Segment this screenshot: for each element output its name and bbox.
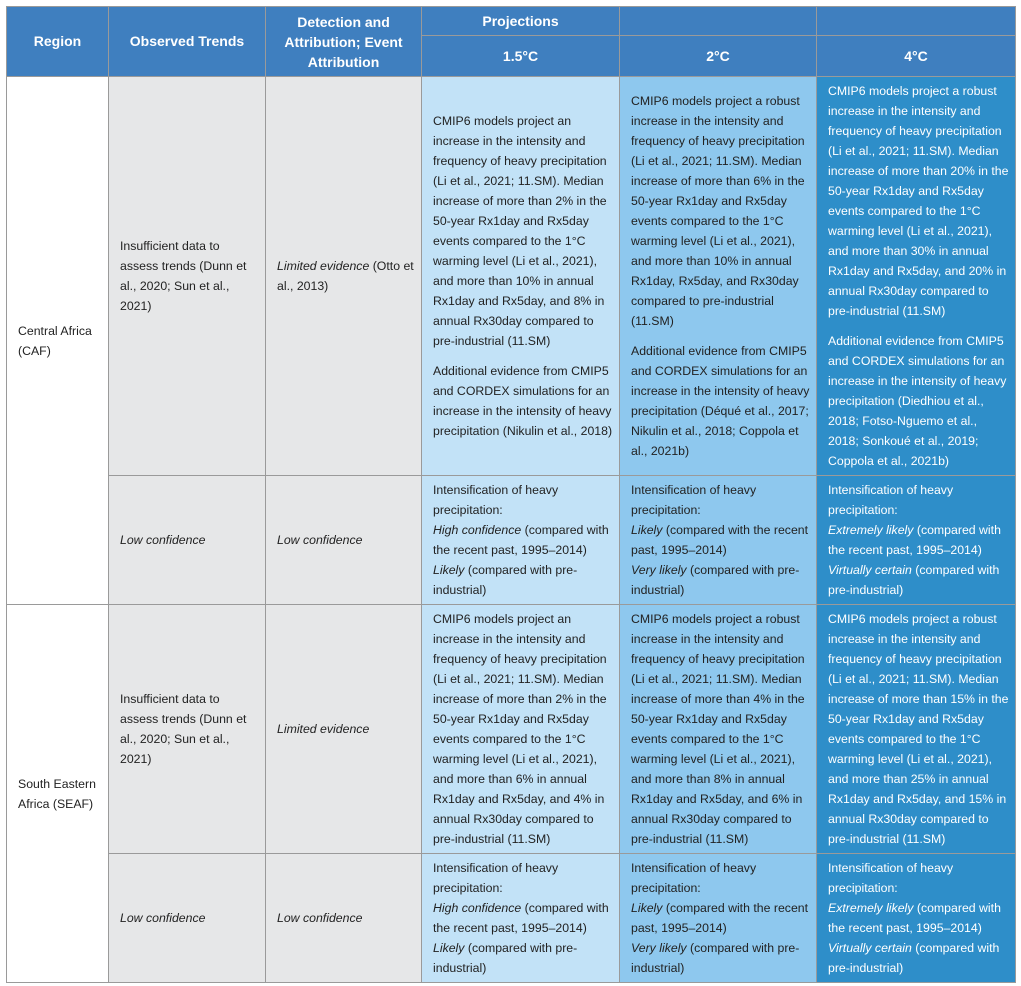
- confidence-term: Likely: [433, 941, 465, 955]
- projection-2c-cell: [620, 854, 817, 983]
- projection-1-5c-cell: [422, 476, 620, 605]
- header-1-5c: 1.5°C: [422, 36, 620, 77]
- header-observed-trends: Observed Trends: [109, 7, 266, 77]
- table-row: [7, 854, 1016, 983]
- header-4c: 4°C: [817, 36, 1016, 77]
- confidence-context: (compared with the recent past, 1995–2014): [828, 901, 1001, 935]
- intensification-text: Intensification of heavy precipitation:: [631, 861, 757, 895]
- intensification-text: Intensification of heavy precipitation:: [828, 861, 954, 895]
- confidence-term: Likely: [631, 901, 663, 915]
- projection-1-5c-cell: [422, 77, 620, 476]
- confidence-context: (compared with the recent past, 1995–2014): [631, 523, 809, 557]
- confidence-context: (compared with pre-industrial): [828, 941, 1000, 975]
- projections-table: [6, 6, 1016, 983]
- detection-evidence: Limited evidence: [277, 259, 370, 273]
- detection-cell: [266, 77, 422, 476]
- confidence-term: High confidence: [433, 901, 522, 915]
- confidence-context: (compared with pre-industrial): [828, 563, 1000, 597]
- confidence-term: Extremely likely: [828, 523, 914, 537]
- projection-2c-cell: [620, 605, 817, 854]
- confidence-context: (compared with the recent past, 1995–2014): [433, 901, 609, 935]
- confidence-context: (compared with the recent past, 1995–2014): [631, 901, 809, 935]
- confidence-context: (compared with the recent past, 1995–2014): [433, 523, 609, 557]
- projection-text: CMIP6 models project an increase in the intensity and frequency of heavy precipitation (Li et al., 2021; 11.SM). Median increase of more than 2% in the 50-year Rx1day and Rx5day events compared to the 1°C warming level (Li et al., 2021), and more than 10% in annual Rx1day and Rx5day, and 8% in annual Rx30day compared to pre-industrial (11.SM): [433, 114, 607, 348]
- observed-trends-cell: Low confidence: [109, 476, 266, 605]
- table-container: [6, 6, 1015, 983]
- header-2c: 2°C: [620, 36, 817, 77]
- confidence-term: Virtually certain: [828, 941, 912, 955]
- confidence-context: (compared with pre-industrial): [631, 563, 800, 597]
- projection-text: CMIP6 models project an increase in the intensity and frequency of heavy precipitation (Li et al., 2021; 11.SM). Median increase of more than 2% in the 50-year Rx1day and Rx5day events compared to the 1°C warming level (Li et al., 2021), and more than 6% in annual Rx1day and Rx5day, and 4% in annual Rx30day compared to pre-industrial (11.SM): [433, 612, 607, 846]
- header-blank-2: [817, 7, 1016, 36]
- region-caf: [7, 77, 109, 605]
- observed-trends-cell: [109, 77, 266, 476]
- projection-4c-cell: [817, 476, 1016, 605]
- projection-1-5c-cell: [422, 605, 620, 854]
- detection-reference: (Otto et al., 2013): [277, 259, 414, 293]
- detection-cell: Low confidence: [266, 476, 422, 605]
- intensification-text: Intensification of heavy precipitation:: [433, 483, 559, 517]
- intensification-text: Intensification of heavy precipitation:: [828, 483, 954, 517]
- observed-text: Insufficient data to assess trends (Dunn et al., 2020; Sun et al., 2021): [120, 692, 247, 766]
- projection-additional-text: Additional evidence from CMIP5 and CORDEX simulations for an increase in the intensity of heavy precipitation (Nikulin et al., 2018): [433, 364, 613, 438]
- confidence-term: High confidence: [433, 523, 522, 537]
- detection-cell: Limited evidence: [266, 605, 422, 854]
- confidence-term: Likely: [631, 523, 663, 537]
- confidence-context: (compared with pre-industrial): [433, 563, 578, 597]
- region-seaf: [7, 605, 109, 983]
- header-region: Region: [7, 7, 109, 77]
- projection-text: CMIP6 models project a robust increase in the intensity and frequency of heavy precipitation (Li et al., 2021; 11.SM). Median increase of more than 4% in the 50-year Rx1day and Rx5day events compared to the 1°C warming level (Li et al., 2021), and more than 8% in annual Rx1day and Rx5day, and 6% in annual Rx30day compared to pre-industrial (11.SM): [631, 612, 805, 846]
- confidence-term: Very likely: [631, 563, 687, 577]
- header-projections: Projections: [422, 7, 620, 36]
- projection-2c-cell: [620, 476, 817, 605]
- confidence-context: (compared with pre-industrial): [631, 941, 800, 975]
- projection-4c-cell: [817, 77, 1016, 476]
- confidence-term: Very likely: [631, 941, 687, 955]
- projection-text: CMIP6 models project a robust increase in the intensity and frequency of heavy precipitation (Li et al., 2021; 11.SM). Median increase of more than 6% in the 50-year Rx1day and Rx5day events compared to the 1°C warming level (Li et al., 2021), and more than 10% in annual Rx1day, Rx5day, and Rx30day compared to pre-industrial (11.SM): [631, 94, 805, 328]
- observed-trends-cell: [109, 605, 266, 854]
- header-detection-attribution: Detection and Attribution; Event Attribution: [266, 7, 422, 77]
- intensification-text: Intensification of heavy precipitation:: [433, 861, 559, 895]
- detection-cell: Low confidence: [266, 854, 422, 983]
- header-blank-1: [620, 7, 817, 36]
- table-row: [7, 77, 1016, 476]
- confidence-term: Virtually certain: [828, 563, 912, 577]
- table-row: [7, 476, 1016, 605]
- confidence-context: (compared with pre-industrial): [433, 941, 578, 975]
- projection-1-5c-cell: [422, 854, 620, 983]
- projection-text: CMIP6 models project a robust increase in the intensity and frequency of heavy precipitation (Li et al., 2021; 11.SM). Median increase of more than 15% in the 50-year Rx1day and Rx5day events compared to the 1°C warming level (Li et al., 2021), and more than 25% in annual Rx1day and Rx5day, and 15% in annual Rx30day compared to pre-industrial (11.SM): [828, 612, 1009, 846]
- confidence-term: Extremely likely: [828, 901, 914, 915]
- region-label: South Eastern Africa (SEAF): [18, 776, 96, 811]
- intensification-text: Intensification of heavy precipitation:: [631, 483, 757, 517]
- observed-trends-cell: Low confidence: [109, 854, 266, 983]
- observed-text: Insufficient data to assess trends (Dunn et al., 2020; Sun et al., 2021): [120, 239, 247, 313]
- confidence-context: (compared with the recent past, 1995–2014): [828, 523, 1001, 557]
- region-label: Central Africa (CAF): [18, 323, 92, 358]
- projection-4c-cell: [817, 605, 1016, 854]
- projection-additional-text: Additional evidence from CMIP5 and CORDEX simulations for an increase in the intensity of heavy precipitation (Déqué et al., 2017; Nikulin et al., 2018; Coppola et al., 2021b): [631, 344, 810, 458]
- confidence-term: Likely: [433, 563, 465, 577]
- projection-additional-text: Additional evidence from CMIP5 and CORDEX simulations for an increase in the intensity of heavy precipitation (Diedhiou et al., 2018; Fotso-Nguemo et al., 2018; Sonkoué et al., 2019; Coppola et al., 2021b): [828, 334, 1007, 468]
- projection-text: CMIP6 models project a robust increase in the intensity and frequency of heavy precipitation (Li et al., 2021; 11.SM). Median increase of more than 20% in the 50-year Rx1day and Rx5day events compared to the 1°C warming level (Li et al., 2021), and more than 30% in annual Rx1day and Rx5day, and 20% in annual Rx30day compared to pre-industrial (11.SM): [828, 84, 1009, 318]
- projection-2c-cell: [620, 77, 817, 476]
- table-row: [7, 605, 1016, 854]
- projection-4c-cell: [817, 854, 1016, 983]
